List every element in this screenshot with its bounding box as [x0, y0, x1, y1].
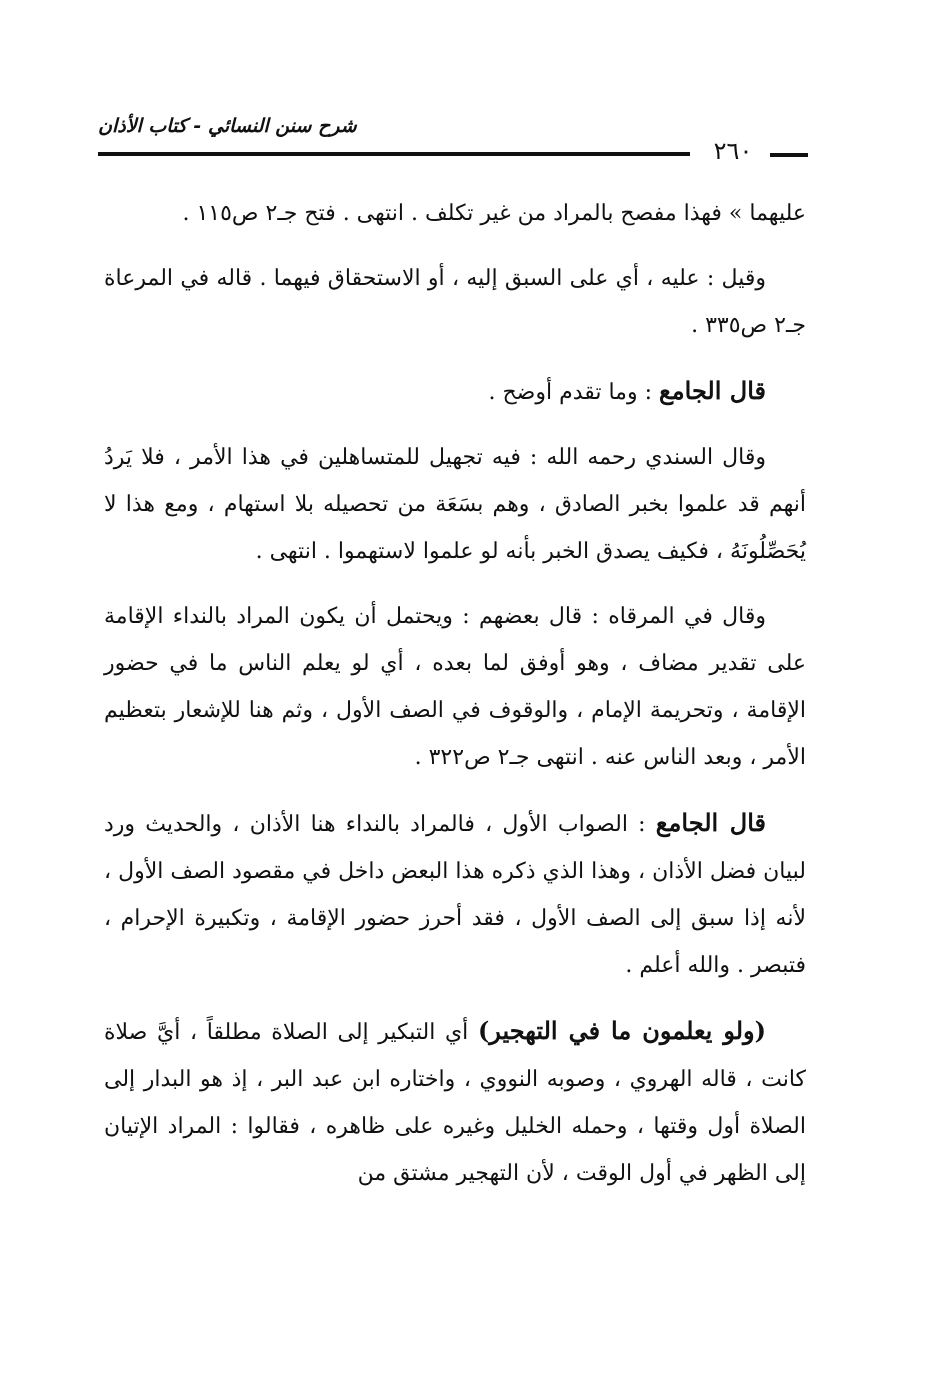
page-number: ٢٦٠ — [713, 137, 753, 165]
paragraph-text: : الصواب الأول ، فالمراد بالنداء هنا الأذان ، والحديث ورد لبيان فضل الأذان ، وهذا الذي ذكره هذا البعض داخل في مقصود الصف الأول ، لأنه إذا سبق إلى الصف الأول ، فقد أحرز حضور الإقامة ، وتكبيرة الإحرام ، فتبصر . والله أعلم . — [104, 812, 806, 978]
paragraph-lead: قال الجامع — [655, 808, 766, 837]
running-title: شرح سنن النسائي - كتاب الأذان — [98, 115, 357, 137]
paragraph-text: وقال في المرقاه : قال بعضهم : ويحتمل أن يكون المراد بالنداء الإقامة على تقدير مضاف ، وهو أوفق لما بعده ، أي لو يعلم الناس ما في حضور الإقامة ، وتحريمة الإمام ، والوقوف في الصف الأول ، وثم هنا للإشعار بتعظيم الأمر ، وبعد الناس عنه . انتهى جـ٢ ص٣٢٢ . — [104, 604, 806, 770]
paragraph — [104, 367, 806, 416]
paragraph — [104, 190, 806, 237]
paragraph — [104, 1007, 806, 1197]
paragraph-text: : وما تقدم أوضح . — [488, 380, 659, 405]
running-header — [98, 112, 808, 172]
paragraph-lead: قال الجامع — [659, 376, 766, 405]
paragraph-text: وقال السندي رحمه الله : فيه تجهيل للمتساهلين في هذا الأمر ، فلا يَردُ أنهم قد علموا بخبر الصادق ، وهم بسَعَة من تحصيله بلا استهام ، ومع هذا لا يُحَصِّلُونَهُ ، فكيف يصدق الخبر بأنه لو علموا لاستهموا . انتهى . — [104, 445, 806, 564]
paragraph — [104, 255, 806, 349]
paragraph-text: وقيل : عليه ، أي على السبق إليه ، أو الاستحقاق فيهما . قاله في المرعاة جـ٢ ص٣٣٥ . — [104, 266, 806, 338]
paragraph-lead: (ولو يعلمون ما في التهجير) — [477, 1016, 766, 1045]
paragraph-text: عليهما » فهذا مفصح بالمراد من غير تكلف . انتهى . فتح جـ٢ ص١١٥ . — [182, 201, 806, 226]
paragraph — [104, 799, 806, 989]
header-rule — [98, 152, 690, 156]
paragraph-text: أي التبكير إلى الصلاة مطلقاً ، أيَّ صلاة كانت ، قاله الهروي ، وصوبه النووي ، واختاره ابن عبد البر ، إذ هو البدار إلى الصلاة أول وقتها ، وحمله الخليل وغيره على ظاهره ، فقالوا : المراد الإتيان إلى الظهر في أول الوقت ، لأن التهجير مشتق من — [104, 1020, 806, 1186]
paragraph — [104, 434, 806, 575]
page-number-dash — [770, 153, 808, 157]
paragraph — [104, 593, 806, 781]
main-text — [104, 190, 806, 1215]
